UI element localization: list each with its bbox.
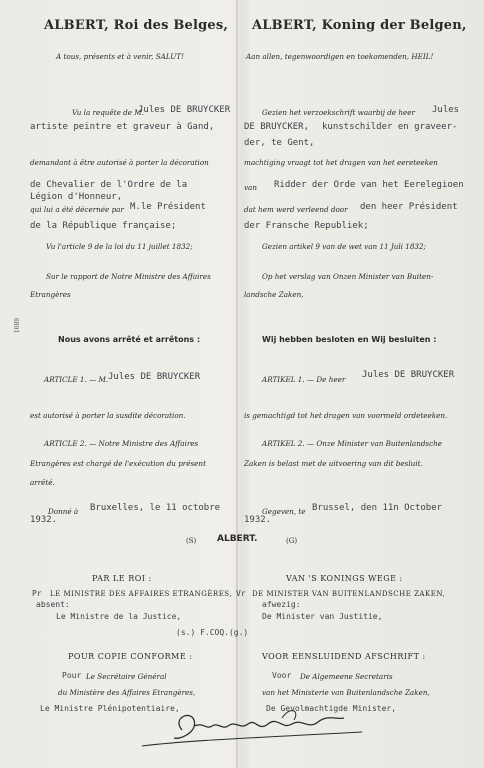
fr-given-year: 1932. (30, 515, 58, 525)
fr-request-name: Jules DE BRUYCKER (138, 105, 231, 115)
french-title: ALBERT, Roi des Belges, (44, 18, 229, 33)
nl-art2-2: Zaken is belast met de uitvoering van dit besluit. (244, 459, 423, 468)
nl-minister: DE MINISTER VAN BUITENLANDSCHE ZAKEN, (252, 590, 446, 598)
nl-request-profession-2: der, te Gent, (244, 138, 315, 148)
nl-copy-prefix: Voor (272, 671, 292, 680)
nl-art1-prefix: ARTIKEL 1. — De heer (262, 375, 346, 384)
fr-minister: LE MINISTRE DES AFFAIRES ETRANGÈRES, (50, 590, 233, 598)
nl-law: Gezien artikel 9 van de wet van 11 Juli 1832; (262, 242, 426, 251)
dutch-title: ALBERT, Koning der Belgen, (252, 18, 467, 33)
page-fold (236, 0, 238, 768)
fr-given-place-date: Bruxelles, le 11 octobre (90, 503, 221, 513)
fr-justice: Le Ministre de la Justice, (56, 612, 182, 621)
nl-copy-ministry: van het Ministerie van Buitenlandsche Zaken, (262, 688, 430, 697)
nl-art2-1: ARTIKEL 2. — Onze Minister van Buitenlandsche (262, 439, 443, 448)
fr-copy-secretary: Le Secrétaire Général (86, 672, 167, 681)
nl-decoration-prefix: van (244, 183, 257, 192)
handwritten-signature (132, 700, 372, 760)
fr-request-prefix: Vu la requête de M. (72, 108, 144, 117)
margin-number: 1089 (14, 317, 22, 334)
fr-absent: absent: (36, 600, 70, 609)
nl-request-name-2: DE BRUYCKER, (244, 122, 310, 132)
nl-decoration: Ridder der Orde van het Eerelegioen (274, 180, 464, 190)
nl-request-prefix: Gezien het verzoekschrift waarbij de heer (262, 108, 415, 117)
fr-art2-3: arrêté. (30, 478, 55, 487)
nl-art1-name: Jules DE BRUYCKER (362, 370, 455, 380)
king-signature: ALBERT. (217, 534, 258, 544)
fr-report-1: Sur le rapport de Notre Ministre des Affaires (46, 272, 211, 281)
nl-copy-heading: VOOR EENSLUIDEND AFSCHRIFT : (262, 652, 426, 661)
fr-art1-name: Jules DE BRUYCKER (108, 372, 201, 382)
fr-decoration-2: Légion d'Honneur, (30, 192, 123, 202)
fr-decoration-1: de Chevalier de l'Ordre de la (30, 180, 188, 190)
fr-conferred-by: M.le Président (130, 202, 206, 212)
fr-art2-1: ARTICLE 2. — Notre Ministre des Affaires (44, 439, 199, 448)
fr-copy-plenipotentiary: Le Ministre Plénipotentiaire, (40, 704, 180, 713)
fr-request-profession: artiste peintre et graveur à Gand, (30, 122, 215, 132)
fr-by-king: PAR LE ROI : (92, 574, 152, 583)
fr-copy-ministry: du Ministère des Affaires Etrangères, (58, 688, 196, 697)
nl-absent: afwezig: (262, 600, 301, 609)
nl-art1-text: is gemachtigd tot het dragen van voormeld ordeteeken. (244, 411, 448, 420)
nl-report-1: Op het verslag van Onzen Minister van Buiten- (262, 272, 434, 281)
fr-copy-prefix: Pour (62, 671, 82, 680)
fr-report-2: Etrangères (30, 290, 71, 299)
nl-copy-secretary: De Algemeene Secretaris (300, 672, 393, 681)
nl-minister-prefix: Vr (236, 589, 246, 598)
countersign: (s.) F.COQ.(g.) (176, 628, 249, 637)
nl-conferred-by: den heer Président (360, 202, 458, 212)
nl-given-prefix: Gegeven, te (262, 507, 306, 516)
fr-minister-prefix: Pr (32, 589, 42, 598)
fr-conferred-prefix: qui lui a été décernée par (30, 205, 124, 214)
nl-request-name-1: Jules (432, 105, 460, 115)
nl-demand: machtiging vraagt tot het dragen van het eereteeken (244, 158, 438, 167)
nl-decree: Wij hebben besloten en Wij besluiten : (262, 335, 437, 344)
fr-demand: demandant à être autorisé à porter la décoration (30, 158, 209, 167)
fr-republic: de la République française; (30, 221, 177, 231)
fr-art2-2: Etrangères est chargé de l'exécution du présent (30, 459, 206, 468)
signature-s-left: (S) (186, 537, 197, 545)
fr-copy-heading: POUR COPIE CONFORME : (68, 652, 193, 661)
nl-request-profession-1: kunstschilder en graveer- (322, 122, 458, 132)
fr-given-prefix: Donné à (48, 507, 79, 516)
fr-art1-prefix: ARTICLE 1. — M. (44, 375, 109, 384)
nl-republic: der Fransche Republiek; (244, 221, 369, 231)
signature-g-right: (G) (286, 537, 298, 545)
fr-art1-text: est autorisé à porter la susdite décoration. (30, 411, 186, 420)
nl-given-year: 1932. (244, 515, 272, 525)
nl-by-king: VAN 'S KONINGS WEGE : (286, 574, 403, 583)
nl-justice: De Minister van Justitie, (262, 612, 383, 621)
fr-decree: Nous avons arrêté et arrêtons : (58, 335, 201, 344)
dutch-greeting: Aan allen, tegenwoordigen en toekomenden, HEIL! (246, 52, 434, 61)
nl-report-2: landsche Zaken, (244, 290, 304, 299)
nl-copy-plenipotentiary: De Gevolmachtigde Minister, (266, 704, 397, 713)
fr-law: Vu l'article 9 de la loi du 11 juillet 1832; (46, 242, 193, 251)
nl-conferred-prefix: dat hem werd verleend door (244, 205, 348, 214)
french-greeting: A tous, présents et à venir, SALUT! (56, 52, 184, 61)
nl-given-place-date: Brussel, den 11n October (312, 503, 443, 513)
